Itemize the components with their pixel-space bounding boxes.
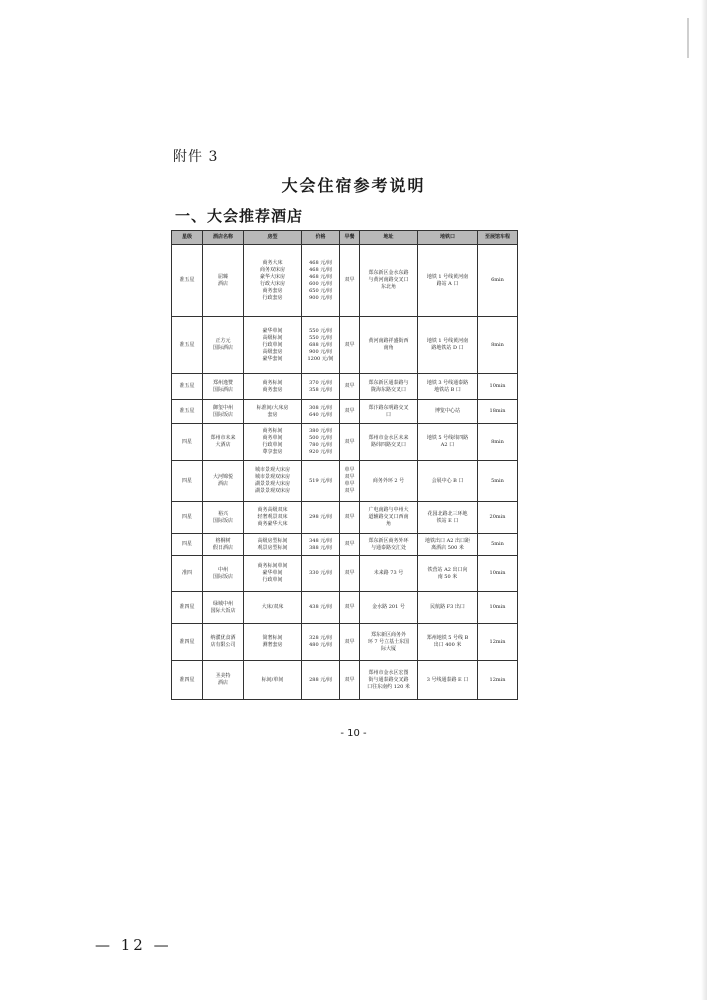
inner-page-number: - 10 -: [340, 728, 367, 739]
cell-breakfast: 双早: [340, 556, 360, 592]
cell-address: 商务外环 2 号: [360, 461, 418, 502]
cell-metro-exit: 郑州地铁 5 号线 B 出口 400 米: [418, 624, 478, 661]
cell-hotel-name: 裕兴 国际饭店: [203, 502, 244, 534]
table-row: [172, 245, 518, 317]
cell-breakfast: 双早: [340, 592, 360, 624]
cell-address: 未来路 73 号: [360, 556, 418, 592]
cell-room-type: 标间/单间: [244, 661, 302, 700]
cell-drive-time: 8min: [478, 424, 518, 461]
document-title: 大会住宿参考说明: [281, 176, 426, 195]
cell-star: 准四星: [172, 661, 203, 700]
cell-star: 准五星: [172, 374, 203, 400]
cell-address: 郑州市金水区宏图 街与通泰路交叉路 口往东南约 120 米: [360, 661, 418, 700]
header-hotel-name: 酒店名称: [203, 231, 244, 245]
table-row: [172, 534, 518, 556]
cell-star: 四星: [172, 534, 203, 556]
cell-hotel-name: 中州 国际饭店: [203, 556, 244, 592]
cell-room-type: 大床/双床: [244, 592, 302, 624]
cell-address: 郑州市金水区未来 路纬四路交叉口: [360, 424, 418, 461]
cell-star: 准四: [172, 556, 203, 592]
table-body: [172, 245, 518, 700]
cell-room-type: 商务大床 商务双床房 豪华大床房 行政大床房 商务套房 行政套房: [244, 245, 302, 317]
cell-price: 288 元/间: [302, 661, 340, 700]
cell-breakfast: 双早: [340, 374, 360, 400]
cell-price: 328 元/间 480 元/间: [302, 624, 340, 661]
header-metro-exit: 地铁口: [418, 231, 478, 245]
cell-drive-time: 5min: [478, 461, 518, 502]
header-drive-time: 至展馆车程: [478, 231, 518, 245]
cell-drive-time: 10min: [478, 374, 518, 400]
cell-hotel-name: 郑州逸赞 国际酒店: [203, 374, 244, 400]
cell-price: 380 元/间 500 元/间 780 元/间 920 元/间: [302, 424, 340, 461]
cell-breakfast: 双早: [340, 400, 360, 424]
header-star: 星级: [172, 231, 203, 245]
cell-metro-exit: 博览中心站: [418, 400, 478, 424]
table-row: [172, 317, 518, 374]
annex-label: 附件 3: [173, 149, 219, 165]
cell-breakfast: 双早: [340, 502, 360, 534]
cell-address: 郑东新区金水东路 与黄河南路交叉口 东北角: [360, 245, 418, 317]
cell-star: 准四星: [172, 624, 203, 661]
table-row: [172, 661, 518, 700]
scan-mark: [687, 18, 689, 58]
table-header: [172, 231, 518, 245]
cell-breakfast: 双早: [340, 245, 360, 317]
cell-price: 519 元/间: [302, 461, 340, 502]
cell-hotel-name: 御玺中州 国际饭店: [203, 400, 244, 424]
cell-drive-time: 12min: [478, 661, 518, 700]
cell-metro-exit: 民航路 F3 出口: [418, 592, 478, 624]
cell-star: 准五星: [172, 245, 203, 317]
cell-price: 468 元/间 468 元/间 468 元/间 600 元/间 650 元/间 900 元/间: [302, 245, 340, 317]
cell-star: 准五星: [172, 317, 203, 374]
cell-star: 准四星: [172, 592, 203, 624]
cell-hotel-name: 圣美特 酒店: [203, 661, 244, 700]
cell-hotel-name: 屈臻 酒店: [203, 245, 244, 317]
cell-address: 郑东新区商务外 环 7 号立基士东国 际大厦: [360, 624, 418, 661]
cell-breakfast: 双早: [340, 534, 360, 556]
cell-drive-time: 18min: [478, 400, 518, 424]
header-breakfast: 早餐: [340, 231, 360, 245]
cell-address: 广电南路与中州大 道辅路交叉口西南 角: [360, 502, 418, 534]
table-row: [172, 624, 518, 661]
cell-drive-time: 5min: [478, 534, 518, 556]
cell-address: 黄河南路祥盛街西 南角: [360, 317, 418, 374]
header-row: [172, 231, 518, 245]
cell-hotel-name: 格桐树 假日酒店: [203, 534, 244, 556]
cell-star: 四星: [172, 424, 203, 461]
cell-price: 298 元/间: [302, 502, 340, 534]
cell-star: 四星: [172, 502, 203, 534]
cell-breakfast: 双早: [340, 661, 360, 700]
cell-star: 四星: [172, 461, 203, 502]
cell-metro-exit: 地铁出口 A2 出口距 离酒店 500 米: [418, 534, 478, 556]
table-row: [172, 424, 518, 461]
cell-metro-exit: 地铁 1 号线黄河南 路站 A 口: [418, 245, 478, 317]
cell-drive-time: 6min: [478, 245, 518, 317]
cell-room-type: 商务高级双床 轻奢观景双床 商务豪华大床: [244, 502, 302, 534]
cell-metro-exit: 会展中心 B 口: [418, 461, 478, 502]
cell-room-type: 商务标间 商务单间 行政单间 尊享套房: [244, 424, 302, 461]
cell-hotel-name: 绿城中州 国际大饭店: [203, 592, 244, 624]
cell-metro-exit: 3 号线通泰路 E 口: [418, 661, 478, 700]
cell-hotel-name: 郑州市未来 大酒店: [203, 424, 244, 461]
section-heading: 一、大会推荐酒店: [175, 207, 304, 225]
table-row: [172, 374, 518, 400]
cell-metro-exit: 地铁 1 号线黄河南 路地铁站 D 口: [418, 317, 478, 374]
cell-drive-time: 10min: [478, 556, 518, 592]
cell-price: 308 元/间 640 元/间: [302, 400, 340, 424]
cell-star: 准五星: [172, 400, 203, 424]
cell-breakfast: 双早: [340, 424, 360, 461]
cell-price: 348 元/间 388 元/间: [302, 534, 340, 556]
cell-room-type: 城市景观大床房 城市景观双床房 湖景景观大床房 湖景景观双床房: [244, 461, 302, 502]
cell-price: 550 元/间 550 元/间 688 元/间 900 元/间 1200 元/间: [302, 317, 340, 374]
cell-room-type: 豪华单间 高级标间 行政单间 高级套房 豪华套间: [244, 317, 302, 374]
cell-drive-time: 10min: [478, 592, 518, 624]
cell-hotel-name: 大河锦悦 酒店: [203, 461, 244, 502]
cell-room-type: 商务标间单间 豪华单间 行政单间: [244, 556, 302, 592]
cell-room-type: 标准间/大床房 套房: [244, 400, 302, 424]
cell-price: 438 元/间: [302, 592, 340, 624]
scan-edge: [701, 0, 707, 1000]
cell-drive-time: 12min: [478, 624, 518, 661]
cell-metro-exit: 铁营站 A2 出口向 南 50 米: [418, 556, 478, 592]
cell-address: 郑东新区商务外环 与通泰路交汇处: [360, 534, 418, 556]
cell-drive-time: 8min: [478, 317, 518, 374]
cell-address: 郑汴路东明路交叉 口: [360, 400, 418, 424]
table-row: [172, 461, 518, 502]
cell-breakfast: 双早: [340, 624, 360, 661]
outer-page-number: — 12 —: [95, 936, 172, 954]
header-address: 地址: [360, 231, 418, 245]
cell-breakfast: 双早: [340, 317, 360, 374]
table-row: [172, 400, 518, 424]
table-row: [172, 502, 518, 534]
cell-room-type: 简奢标间 测奢套房: [244, 624, 302, 661]
header-price: 价格: [302, 231, 340, 245]
cell-address: 金水路 201 号: [360, 592, 418, 624]
cell-drive-time: 20min: [478, 502, 518, 534]
table-row: [172, 592, 518, 624]
cell-hotel-name: 正方元 国际酒店: [203, 317, 244, 374]
table-row: [172, 556, 518, 592]
cell-breakfast: 单早 双早 单早 双早: [340, 461, 360, 502]
header-room-type: 房型: [244, 231, 302, 245]
cell-price: 370 元/间 358 元/间: [302, 374, 340, 400]
cell-room-type: 高级房型标间 观景房型标间: [244, 534, 302, 556]
cell-metro-exit: 花园北路北三环地 铁站 E 口: [418, 502, 478, 534]
cell-metro-exit: 地铁 5 号线纬四路 A2 口: [418, 424, 478, 461]
cell-room-type: 商务标间 商务套房: [244, 374, 302, 400]
cell-hotel-name: 纳濮优食酒 店有限公司: [203, 624, 244, 661]
cell-address: 郑东新区通泰路与 陇海东路交叉口: [360, 374, 418, 400]
cell-metro-exit: 地铁 3 号线通泰路 地铁站 B 口: [418, 374, 478, 400]
hotel-table: [171, 230, 518, 700]
cell-price: 330 元/间: [302, 556, 340, 592]
